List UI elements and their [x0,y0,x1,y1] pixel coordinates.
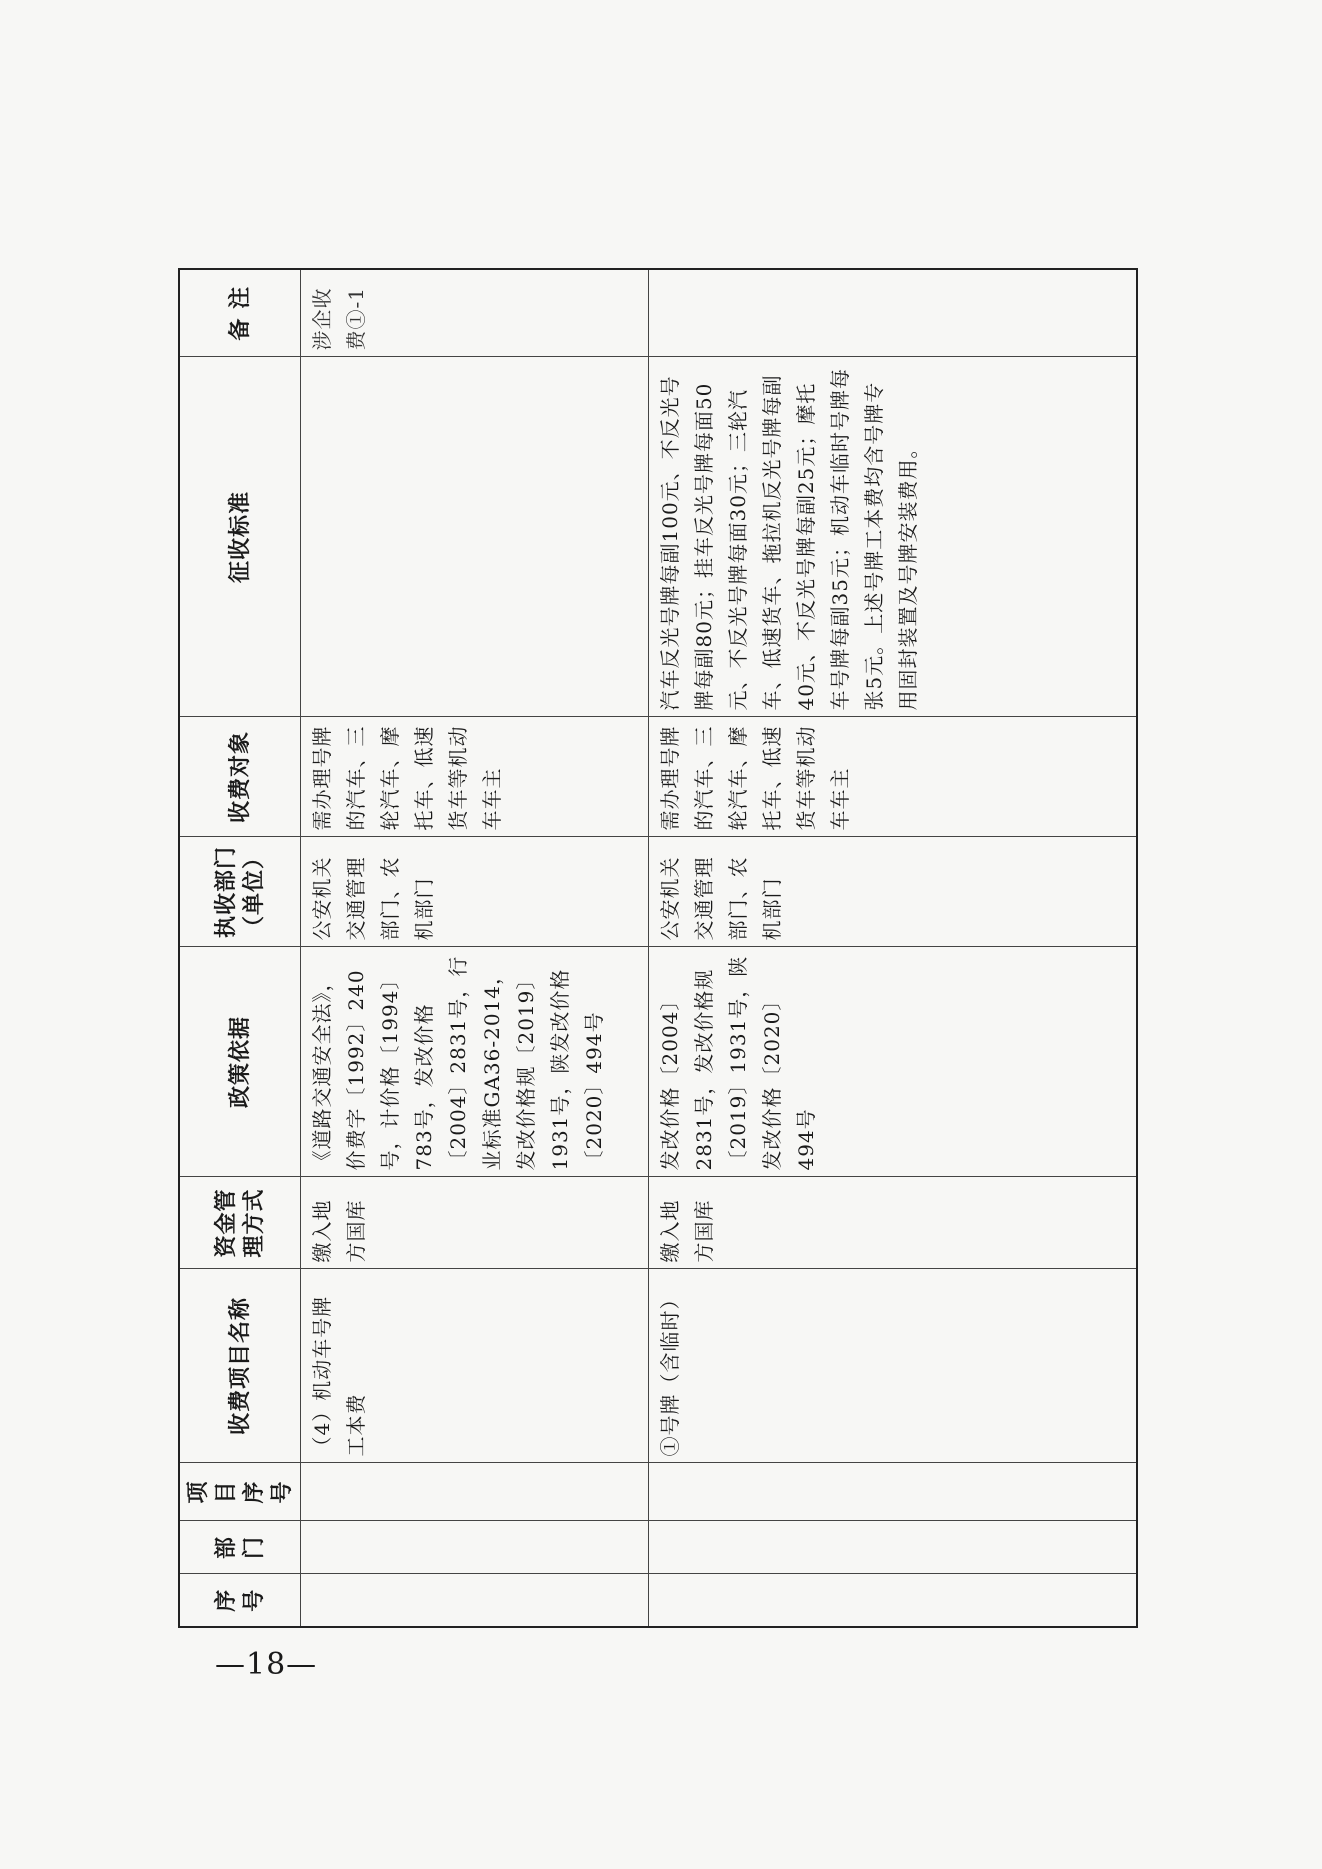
cell-fund-mgmt: 缴入地方国库 [649,1177,1137,1269]
header-seq: 序号 [179,1574,301,1627]
fee-table [178,268,1138,1628]
cell-remark [649,269,1137,357]
table-row [301,269,649,1627]
header-remark: 备 注 [179,269,301,357]
cell-dept [301,1521,649,1574]
header-item-seq: 项目序号 [179,1463,301,1521]
cell-target: 需办理号牌的汽车、三轮汽车、摩托车、低速货车等机动车车主 [301,717,649,837]
cell-standard [301,357,649,717]
cell-fund-mgmt: 缴入地方国库 [301,1177,649,1269]
header-item-name: 收费项目名称 [179,1269,301,1463]
cell-dept [649,1521,1137,1574]
header-dept: 部门 [179,1521,301,1574]
cell-item-name: （4）机动车号牌工本费 [301,1269,649,1463]
cell-remark: 涉企收费①-1 [301,269,649,357]
cell-policy: 《道路交通安全法》，价费字〔1992〕240号，计价格〔1994〕783号，发改价格〔2004〕2831号，行业标准GA36-2014，发改价格规〔2019〕1931号，陕发改价格〔2020〕494号 [301,947,649,1177]
cell-seq [649,1574,1137,1627]
cell-standard: 汽车反光号牌每副100元、不反光号牌每副80元；挂车反光号牌每面50元、不反光号牌每面30元；三轮汽车、低速货车、拖拉机反光号牌每副40元、不反光号牌每副25元；摩托车号牌每副35元；机动车临时号牌每张5元。上述号牌工本费均含号牌专用固封装置及号牌安装费用。 [649,357,1137,717]
cell-seq [301,1574,649,1627]
cell-collect-dept: 公安机关交通管理部门、农机部门 [649,837,1137,947]
header-row [179,269,301,1627]
page-number: —18— [215,1647,318,1682]
table-row [649,269,1137,1627]
cell-collect-dept: 公安机关交通管理部门、农机部门 [301,837,649,947]
header-target: 收费对象 [179,717,301,837]
cell-item-seq [301,1463,649,1521]
cell-target: 需办理号牌的汽车、三轮汽车、摩托车、低速货车等机动车车主 [649,717,1137,837]
cell-item-name: ①号牌（含临时） [649,1269,1137,1463]
header-policy: 政策依据 [179,947,301,1177]
rotated-table-wrapper [178,270,1102,1628]
header-fund-mgmt: 资金管理方式 [179,1177,301,1269]
header-collect-dept: 执收部门（单位） [179,837,301,947]
cell-policy: 发改价格〔2004〕2831号，发改价格规〔2019〕1931号，陕发改价格〔2020〕494号 [649,947,1137,1177]
header-standard: 征收标准 [179,357,301,717]
cell-item-seq [649,1463,1137,1521]
